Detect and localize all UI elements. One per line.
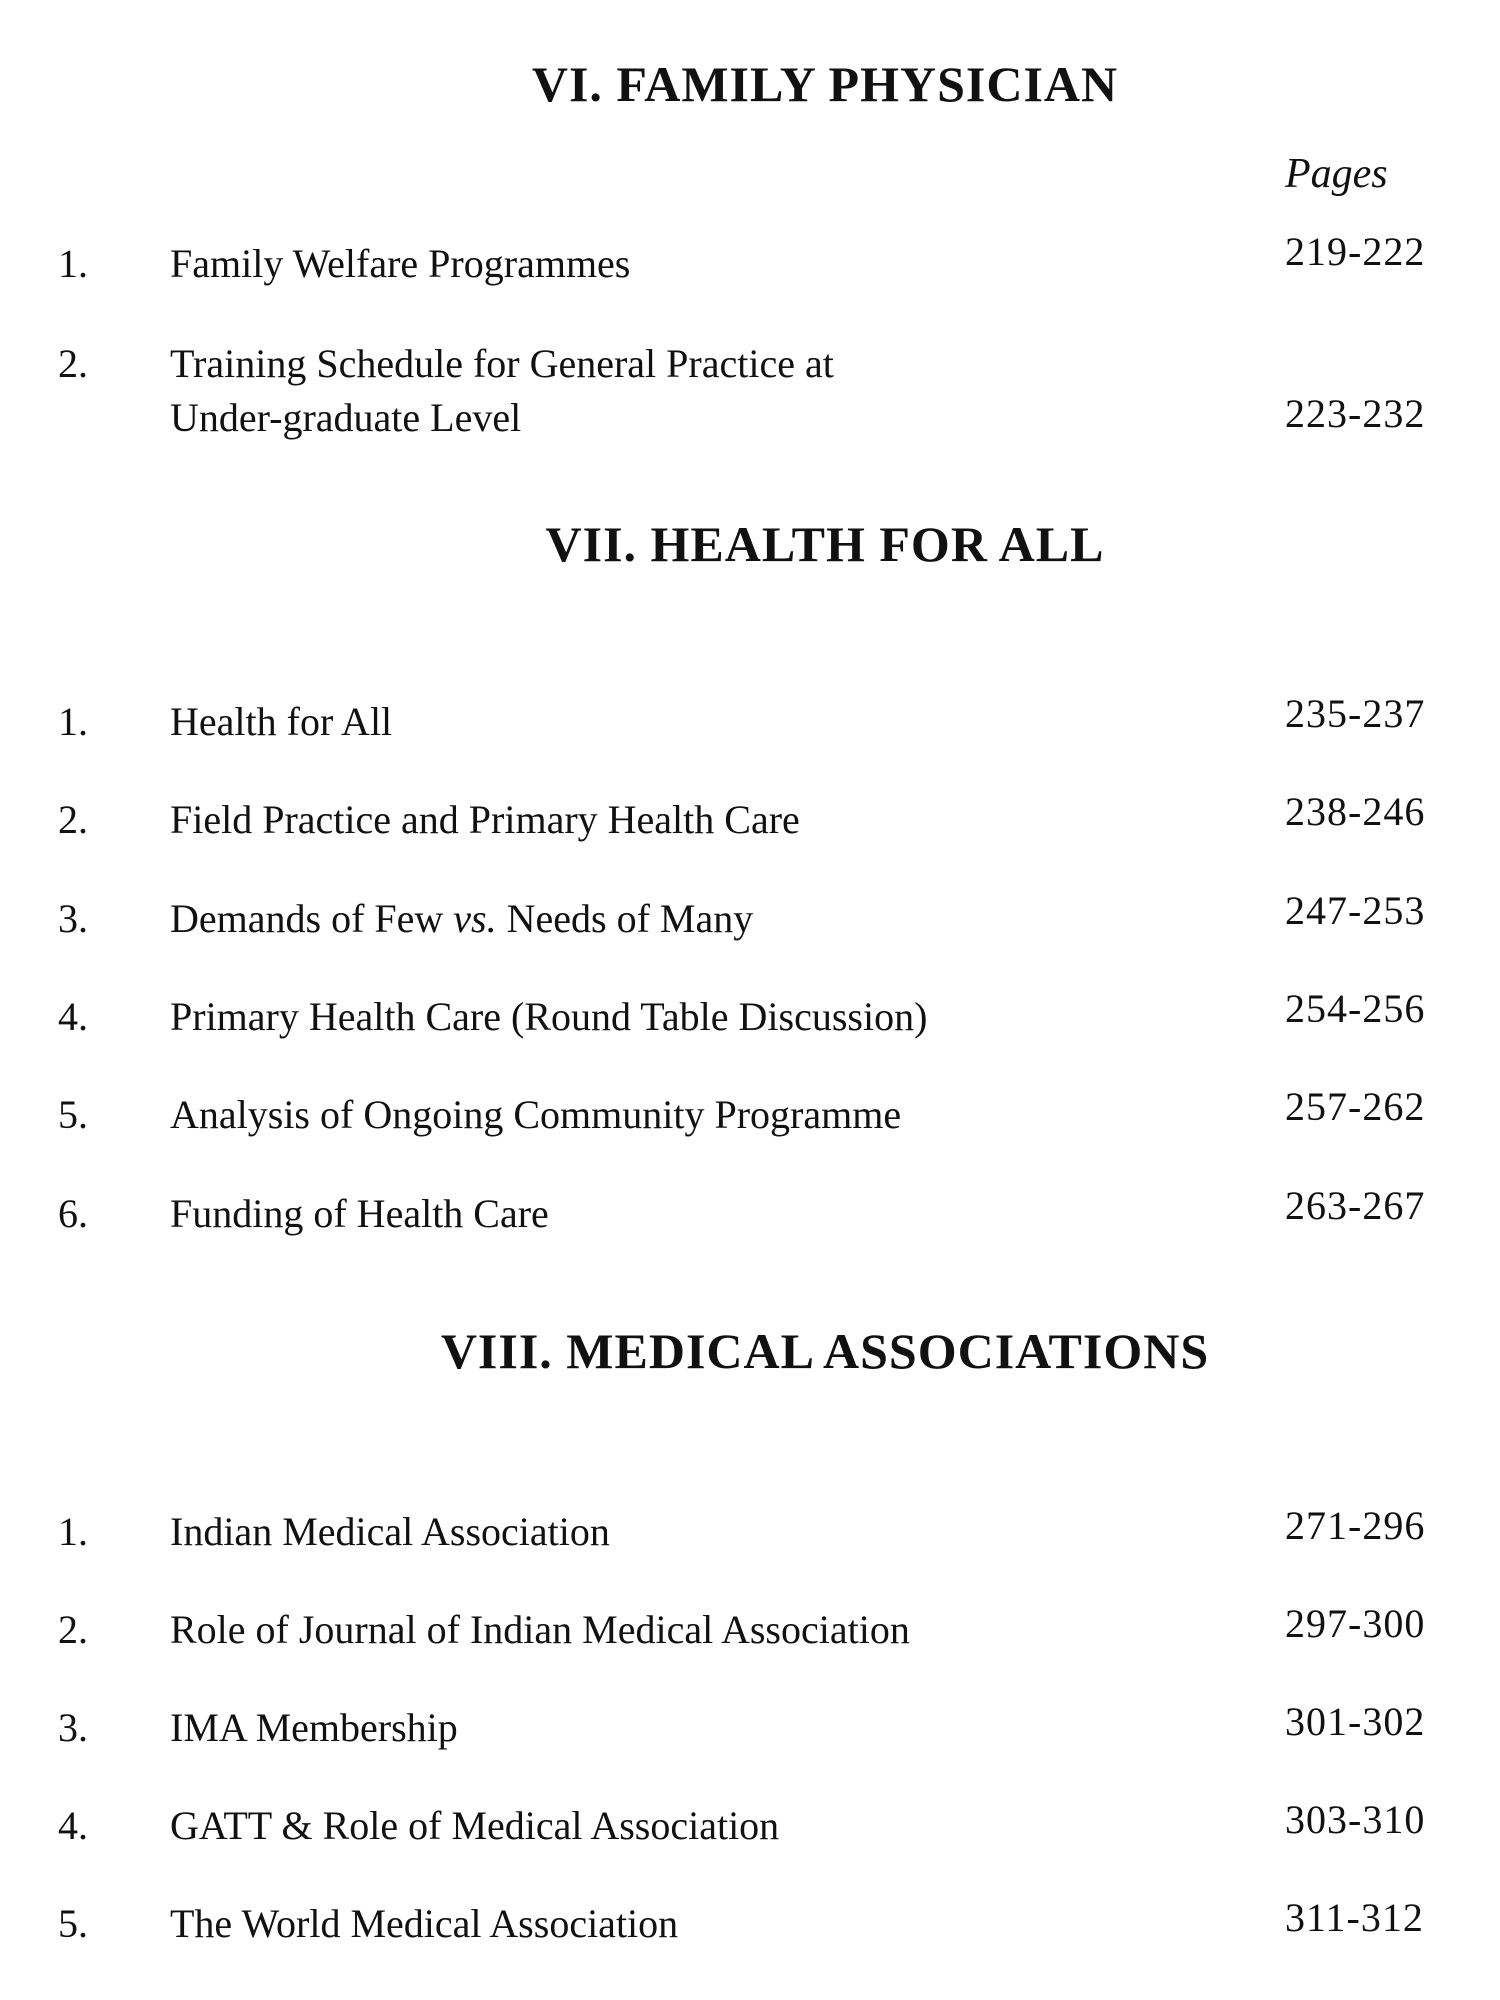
entry-title: Family Welfare Programmes bbox=[170, 241, 631, 286]
entry-pages: 238-246 bbox=[1285, 789, 1426, 834]
entry-pages: 303-310 bbox=[1285, 1797, 1426, 1842]
entry-number: 2. bbox=[58, 797, 88, 842]
entry-title: GATT & Role of Medical Association bbox=[170, 1803, 780, 1848]
entry-number: 1. bbox=[58, 699, 88, 744]
entry-title: Analysis of Ongoing Community Programme bbox=[170, 1092, 902, 1137]
section-heading-health-for-all: VII. HEALTH FOR ALL bbox=[545, 516, 1105, 572]
entry-title: Health for All bbox=[170, 699, 393, 744]
entry-title-line: Under-graduate Level bbox=[170, 395, 522, 440]
entry-title: Primary Health Care (Round Table Discussion) bbox=[170, 994, 928, 1039]
entry-title-part: Needs of Many bbox=[496, 896, 754, 941]
entry-number: 4. bbox=[58, 1803, 88, 1848]
entry-pages: 271-296 bbox=[1285, 1503, 1426, 1548]
section-heading-family-physician: VI. FAMILY PHYSICIAN bbox=[531, 56, 1119, 112]
section-heading-medical-associations: VIII. MEDICAL ASSOCIATIONS bbox=[440, 1323, 1210, 1379]
entry-pages: 223-232 bbox=[1285, 391, 1426, 436]
entry-number: 4. bbox=[58, 994, 88, 1039]
entry-number: 2. bbox=[58, 341, 88, 386]
entry-title: Funding of Health Care bbox=[170, 1191, 549, 1236]
pages-column-label: Pages bbox=[1285, 151, 1388, 197]
entry-title bbox=[170, 892, 753, 946]
entry-pages: 235-237 bbox=[1285, 691, 1426, 736]
entry-pages: 297-300 bbox=[1285, 1601, 1426, 1646]
entry-number: 1. bbox=[58, 241, 88, 286]
entry-pages: 311-312 bbox=[1285, 1895, 1424, 1940]
entry-number: 2. bbox=[58, 1607, 88, 1652]
entry-pages: 247-253 bbox=[1285, 888, 1426, 933]
entry-title-part: Demands of Few bbox=[170, 896, 454, 941]
entry-title: Role of Journal of Indian Medical Association bbox=[170, 1607, 910, 1652]
entry-pages: 263-267 bbox=[1285, 1183, 1426, 1228]
entry-title-italic: vs. bbox=[453, 896, 497, 941]
entry-title bbox=[170, 337, 834, 445]
entry-pages: 257-262 bbox=[1285, 1084, 1426, 1129]
entry-pages: 254-256 bbox=[1285, 986, 1426, 1031]
entry-number: 1. bbox=[58, 1509, 88, 1554]
entry-title: Field Practice and Primary Health Care bbox=[170, 797, 800, 842]
entry-pages: 219-222 bbox=[1285, 229, 1426, 274]
entry-number: 6. bbox=[58, 1191, 88, 1236]
entry-title-line: Training Schedule for General Practice at bbox=[170, 341, 834, 386]
entry-number: 3. bbox=[58, 896, 88, 941]
entry-title: Indian Medical Association bbox=[170, 1509, 610, 1554]
entry-number: 5. bbox=[58, 1901, 88, 1946]
entry-number: 3. bbox=[58, 1705, 88, 1750]
entry-pages: 301-302 bbox=[1285, 1699, 1426, 1744]
entry-number: 5. bbox=[58, 1092, 88, 1137]
entry-title: The World Medical Association bbox=[170, 1901, 679, 1946]
entry-title: IMA Membership bbox=[170, 1705, 458, 1750]
